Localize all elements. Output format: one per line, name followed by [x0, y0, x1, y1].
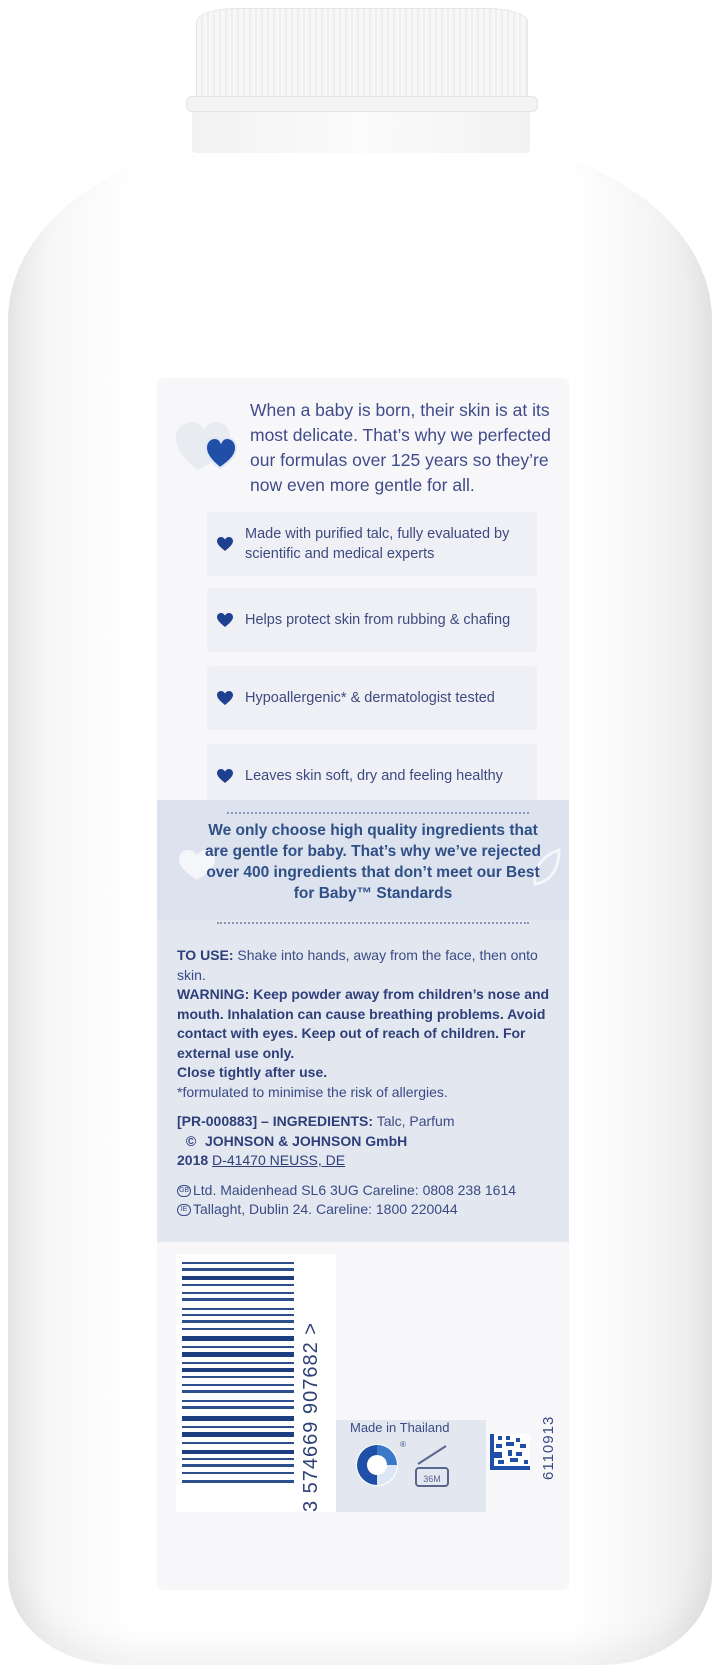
heart-icon [217, 769, 233, 783]
ingredients-line [177, 1112, 567, 1132]
dotted-divider [217, 922, 529, 924]
to-use-line [177, 946, 567, 985]
uk-contact-text: Ltd. Maidenhead SL6 3UG Careline: 0808 238 1614 [193, 1181, 517, 1198]
registered-mark: ® [400, 1440, 406, 1449]
intro-block [170, 392, 560, 510]
company-line [177, 1132, 567, 1152]
footnote: *formulated to minimise the risk of allergies. [177, 1083, 448, 1100]
benefit-item [207, 744, 537, 808]
ie-contact-text: Tallaght, Dublin 24. Careline: 1800 220044 [193, 1201, 458, 1217]
bottle-cap-rim [186, 96, 538, 112]
usage-body [177, 946, 567, 1220]
usage-panel [157, 920, 569, 1242]
heart-icon [217, 537, 233, 551]
datamatrix-code [490, 1434, 530, 1470]
barcode-bars [182, 1260, 300, 1488]
double-heart-icon [176, 418, 246, 478]
quality-text: We only choose high quality ingredients that are gentle for baby. That’s why we’ve rejected over 400 ingredients that don’t meet our Best for Baby™ Standards [205, 822, 541, 902]
barcode [176, 1254, 336, 1512]
uk-contact [177, 1181, 567, 1201]
green-dot-recycle-icon [354, 1442, 400, 1488]
to-use-text: Shake into hands, away from the face, then onto skin. [177, 947, 538, 983]
uk-badge-icon: GB [177, 1185, 191, 1197]
origin-panel [336, 1420, 486, 1512]
pao-label: 36M [423, 1474, 441, 1484]
bottle-neck [192, 108, 530, 153]
dotted-divider [227, 812, 529, 814]
to-use-label: TO USE: [177, 947, 234, 963]
lot-number: 6110913 [540, 1415, 557, 1480]
benefit-item [207, 588, 537, 652]
barcode-number: 3 574669 907682 > [300, 1322, 322, 1512]
period-after-opening-icon [412, 1442, 452, 1490]
made-in-text: Made in Thailand [350, 1420, 450, 1435]
ie-contact [177, 1200, 567, 1220]
benefit-text: Hypoallergenic* & dermatologist tested [245, 690, 495, 706]
intro-text: When a baby is born, their skin is at its most delicate. That’s why we perfected our formulas over 125 years so they’re now even more gentle for all. [250, 400, 551, 495]
quality-statement [157, 800, 569, 920]
company-name: JOHNSON & JOHNSON GmbH [205, 1132, 408, 1149]
heart-icon [217, 691, 233, 705]
benefit-item [207, 666, 537, 730]
address: D-41470 NEUSS, DE [212, 1152, 346, 1168]
close-instruction: Close tightly after use. [177, 1064, 328, 1080]
benefit-text: Made with purified talc, fully evaluated by scientific and medical experts [245, 526, 510, 562]
benefit-text: Helps protect skin from rubbing & chafing [245, 612, 511, 628]
copyright-year: 2018 [177, 1152, 209, 1168]
warning-text: WARNING: Keep powder away from children’s nose and mouth. Inhalation can cause breathing problems. Avoid contact with eyes. Keep out of reach of children. For external use only. [177, 986, 550, 1061]
ingredients-label: [PR-000883] – INGREDIENTS: [177, 1113, 374, 1129]
copyright-symbol: © [185, 1132, 197, 1149]
ingredients-text: Talc, Parfum [373, 1113, 455, 1129]
address-line [177, 1151, 567, 1171]
ie-badge-icon: IE [177, 1204, 191, 1216]
bottle-cap [196, 8, 528, 105]
heart-icon [217, 613, 233, 627]
benefit-item [207, 512, 537, 576]
benefit-text: Leaves skin soft, dry and feeling healthy [245, 768, 503, 784]
